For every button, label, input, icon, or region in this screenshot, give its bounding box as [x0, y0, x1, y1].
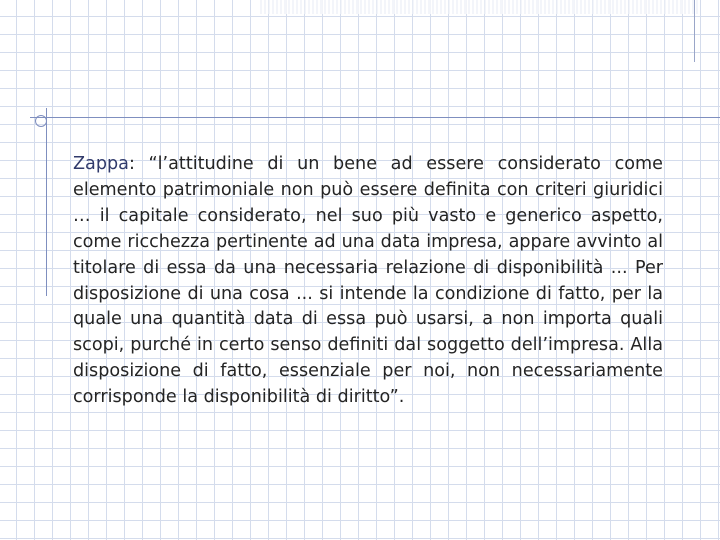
quote-text: : “l’attitudine di un bene ad essere considerato come elemento patrimoniale non può essere definita con criteri giuridici … il capitale considerato, nel suo più vasto e generico aspetto, come ricchezza pertinente ad una data impresa, appare avvinto al titolare di essa da una necessaria relazione di disponibilità ... Per disposizione di una cosa ... si intende la condizione di fatto, per la quale una quantità data di essa può usarsi, a non importa quali scopi, purché in certo senso definiti dal soggetto dell’impresa. Alla disposizione di fatto, essenziale per noi, non necessariamente corrisponde la disponibilità di diritto”.: [73, 154, 663, 408]
ring-icon: [35, 115, 47, 127]
quote-paragraph: [73, 152, 663, 411]
author-name: Zappa: [73, 154, 129, 174]
corner-rule: [694, 0, 695, 62]
top-texture: [260, 0, 700, 14]
vertical-rule: [46, 108, 47, 296]
horizontal-rule: [30, 117, 720, 118]
